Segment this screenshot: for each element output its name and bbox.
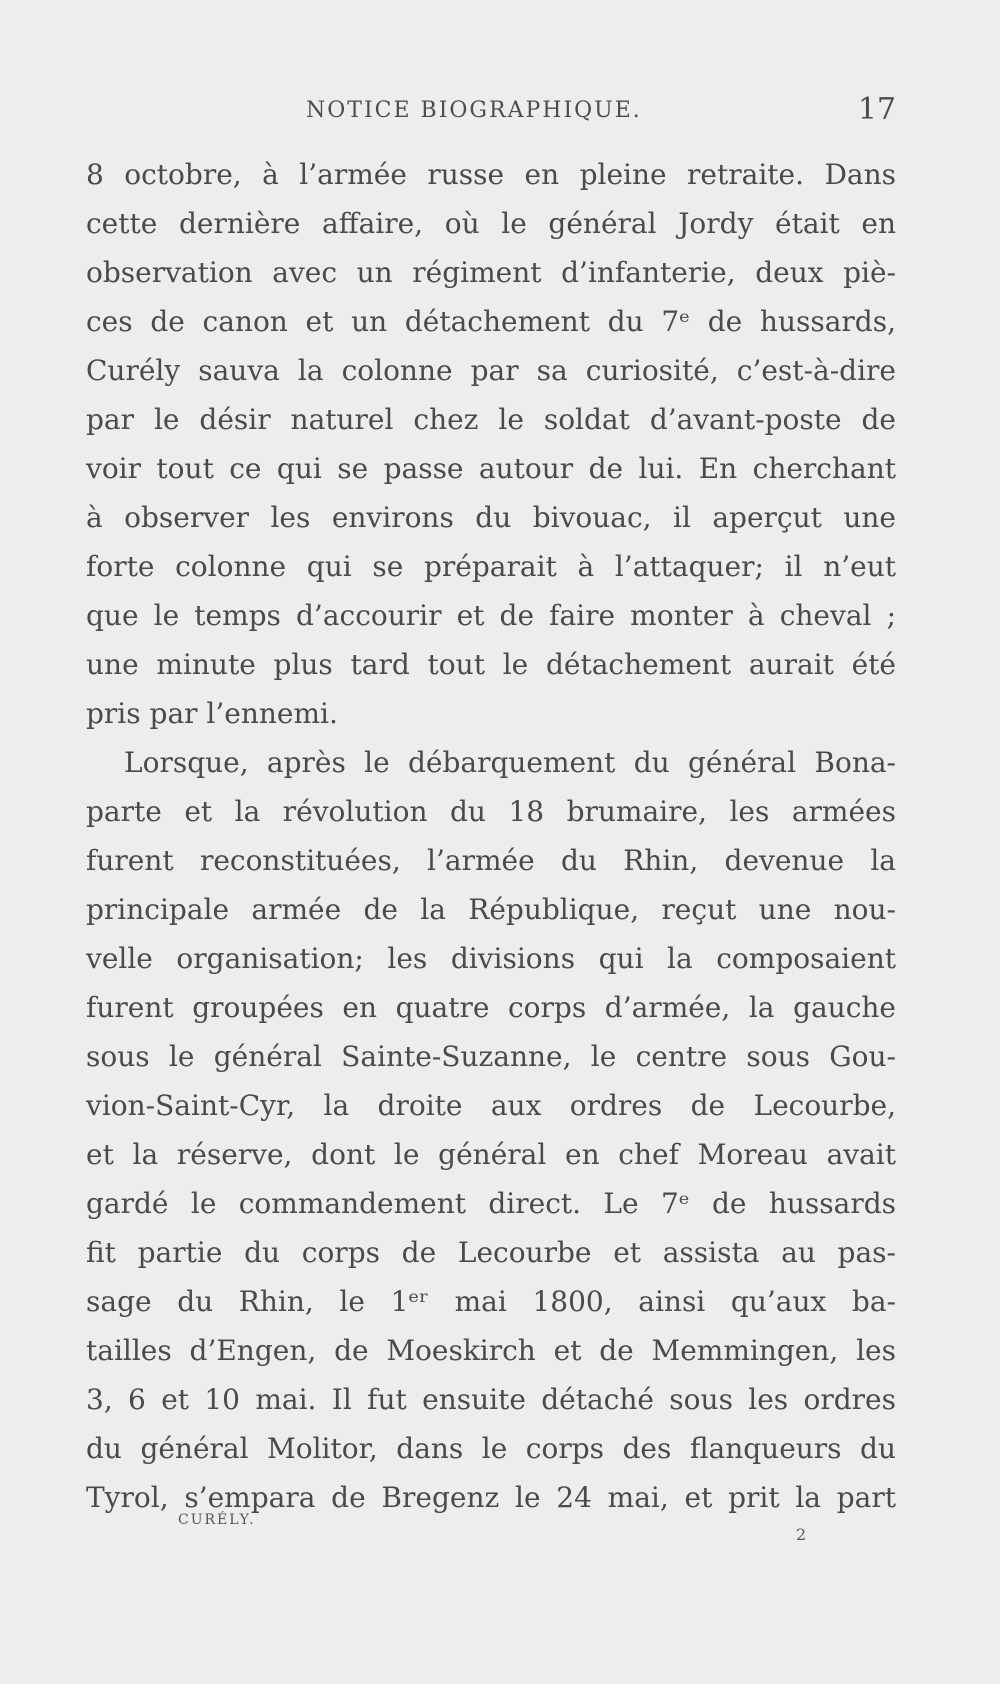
text-line: furent groupées en quatre corps d’armée, la gauche <box>86 991 896 1024</box>
text-line: à observer les environs du bivouac, il aperçut une <box>86 501 896 534</box>
footer-sheet-number: 2 <box>796 1525 807 1544</box>
text-line: sage du Rhin, le 1ᵉʳ mai 1800, ainsi qu’aux ba- <box>86 1285 896 1318</box>
running-header <box>86 92 896 132</box>
text-line: Tyrol, s’empara de Bregenz le 24 mai, et prit la part <box>86 1481 896 1514</box>
paragraph-end-line: pris par l’ennemi. <box>86 697 338 730</box>
paragraph-start-line: Lorsque, après le débarquement du général Bona- <box>124 746 896 779</box>
text-line: observation avec un régiment d’infanterie, deux piè- <box>86 256 896 289</box>
text-line: par le désir naturel chez le soldat d’avant-poste de <box>86 403 896 436</box>
text-line: sous le général Sainte-Suzanne, le centre sous Gou- <box>86 1040 896 1073</box>
text-line: Curély sauva la colonne par sa curiosité, c’est-à-dire <box>86 354 896 387</box>
text-line: fit partie du corps de Lecourbe et assista au pas- <box>86 1236 896 1269</box>
text-line: voir tout ce qui se passe autour de lui. En cherchant <box>86 452 896 485</box>
text-line: 8 octobre, à l’armée russe en pleine retraite. Dans <box>86 158 896 191</box>
text-line: 3, 6 et 10 mai. Il fut ensuite détaché sous les ordres <box>86 1383 896 1416</box>
text-line: principale armée de la République, reçut une nou- <box>86 893 896 926</box>
text-line: vion-Saint-Cyr, la droite aux ordres de Lecourbe, <box>86 1089 896 1122</box>
text-line: cette dernière affaire, où le général Jordy était en <box>86 207 896 240</box>
footer-signature: CURÉLY. <box>178 1512 256 1528</box>
body-text <box>86 150 896 1522</box>
text-line: velle organisation; les divisions qui la composaient <box>86 942 896 975</box>
text-line: furent reconstituées, l’armée du Rhin, devenue la <box>86 844 896 877</box>
text-line: forte colonne qui se préparait à l’attaquer; il n’eut <box>86 550 896 583</box>
page-number: 17 <box>857 92 896 127</box>
text-line: tailles d’Engen, de Moeskirch et de Memmingen, les <box>86 1334 896 1367</box>
text-line: que le temps d’accourir et de faire monter à cheval ; <box>86 599 896 632</box>
text-line: parte et la révolution du 18 brumaire, les armées <box>86 795 896 828</box>
text-line: du général Molitor, dans le corps des flanqueurs du <box>86 1432 896 1465</box>
text-line: une minute plus tard tout le détachement aurait été <box>86 648 896 681</box>
text-line: gardé le commandement direct. Le 7ᵉ de hussards <box>86 1187 896 1220</box>
text-line: et la réserve, dont le général en chef Moreau avait <box>86 1138 896 1171</box>
running-title: NOTICE BIOGRAPHIQUE. <box>306 98 642 123</box>
text-line: ces de canon et un détachement du 7ᵉ de hussards, <box>86 305 896 338</box>
